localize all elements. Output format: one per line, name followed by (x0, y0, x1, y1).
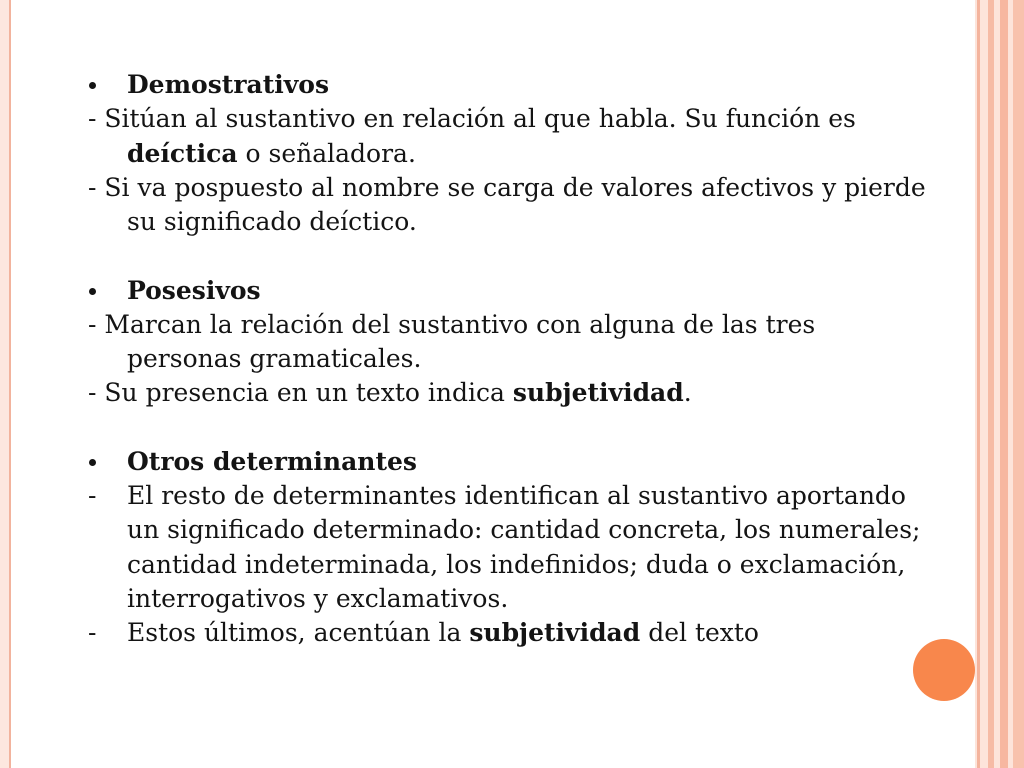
list-item (88, 376, 968, 410)
list-item (88, 479, 968, 616)
item-text: - Su presencia en un texto indica (88, 378, 513, 408)
item-line: personas gramaticales. (127, 344, 422, 373)
heading-text: Posesivos (127, 275, 261, 305)
bold-term: deíctica (127, 138, 238, 168)
right-border-stripe (977, 0, 980, 768)
section-demostrativos (88, 68, 968, 239)
heading-text: Otros determinantes (127, 446, 417, 476)
list-item (88, 102, 968, 171)
list-item (88, 171, 968, 240)
item-line (88, 137, 968, 171)
bullet-icon (89, 459, 96, 466)
bold-term: subjetividad (469, 618, 641, 647)
item-line: - Si va pospuesto al nombre se carga de valores afectivos y pierde (88, 172, 926, 202)
item-line: su significado deíctico. (127, 207, 417, 236)
item-line (88, 376, 968, 410)
item-line: cantidad indeterminada, los indefinidos; duda o exclamación, (127, 549, 906, 579)
item-text: Estos últimos, acentúan la (127, 618, 470, 647)
section-heading (88, 68, 968, 102)
section-otros-determinantes (88, 445, 968, 651)
item-text: del texto (640, 618, 759, 647)
dash-marker: - (88, 618, 97, 647)
dash-marker: - (88, 481, 97, 510)
section-heading (88, 274, 968, 308)
list-item (88, 616, 968, 650)
item-line: - Sitúan al sustantivo en relación al que habla. Su función es (88, 104, 856, 134)
item-line: - Marcan la relación del sustantivo con alguna de las tres (88, 309, 816, 339)
bullet-icon (89, 82, 96, 89)
heading-text: Demostrativos (127, 70, 330, 99)
item-text: o señaladora. (237, 138, 416, 168)
left-border-line (9, 0, 11, 768)
section-heading (88, 445, 968, 479)
bullet-icon (89, 288, 96, 295)
list-item (88, 308, 968, 377)
right-border-stripe (1013, 0, 1024, 768)
item-text: . (683, 378, 692, 408)
item-text: El resto de determinantes identifican al sustantivo aportando (127, 481, 906, 510)
item-line (88, 616, 968, 650)
left-border-band (0, 0, 9, 768)
item-line: interrogativos y exclamativos. (127, 583, 509, 613)
item-line: un significado determinado: cantidad concreta, los numerales; (127, 515, 921, 545)
item-line (88, 479, 968, 513)
slide-content (88, 68, 968, 650)
bold-term: subjetividad (512, 378, 684, 408)
right-border-stripe (988, 0, 994, 768)
section-posesivos (88, 274, 968, 411)
right-border-stripe (1000, 0, 1008, 768)
